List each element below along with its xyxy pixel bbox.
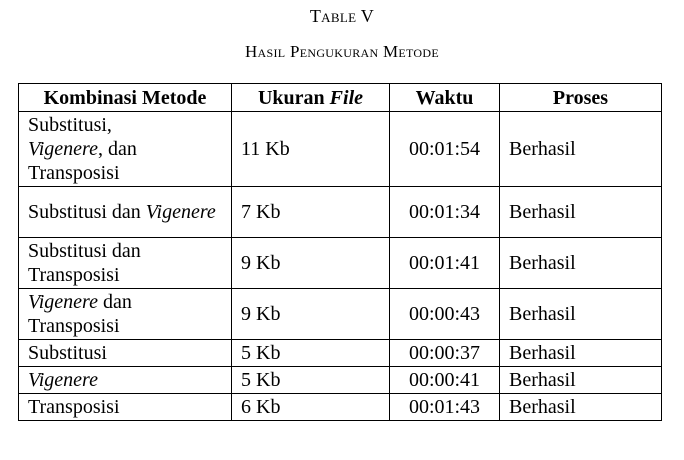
- cell-process: Berhasil: [500, 289, 662, 340]
- cell-method: [19, 367, 232, 394]
- cell-method: [19, 238, 232, 289]
- cell-method: [19, 187, 232, 238]
- method-text: , dan Transposisi: [28, 138, 137, 184]
- cell-method: [19, 112, 232, 187]
- cell-size: 7 Kb: [232, 187, 390, 238]
- cell-process: Berhasil: [500, 394, 662, 421]
- cell-size: 6 Kb: [232, 394, 390, 421]
- cell-time: 00:01:54: [390, 112, 500, 187]
- header-size-italic: File: [329, 86, 364, 109]
- cell-time: 00:00:43: [390, 289, 500, 340]
- table-row: [19, 340, 662, 367]
- method-italic: Vigenere: [28, 138, 98, 160]
- cell-time: 00:01:34: [390, 187, 500, 238]
- results-table: [18, 83, 662, 421]
- cell-process: Berhasil: [500, 112, 662, 187]
- cell-size: 5 Kb: [232, 340, 390, 367]
- cell-process: Berhasil: [500, 187, 662, 238]
- cell-size: 9 Kb: [232, 238, 390, 289]
- method-text: Substitusi dan Transposisi: [28, 240, 141, 286]
- cell-time: 00:01:41: [390, 238, 500, 289]
- cell-process: Berhasil: [500, 238, 662, 289]
- method-text: dan Transposisi: [28, 291, 132, 337]
- cell-method: [19, 340, 232, 367]
- method-italic: Vigenere: [28, 369, 98, 391]
- cell-size: 5 Kb: [232, 367, 390, 394]
- cell-time: 00:01:43: [390, 394, 500, 421]
- header-size: [232, 84, 390, 112]
- header-time: Waktu: [390, 84, 500, 112]
- cell-method: [19, 289, 232, 340]
- cell-time: 00:00:37: [390, 340, 500, 367]
- cell-time: 00:00:41: [390, 367, 500, 394]
- table-row: [19, 187, 662, 238]
- cell-size: 11 Kb: [232, 112, 390, 187]
- cell-size: 9 Kb: [232, 289, 390, 340]
- cell-method: [19, 394, 232, 421]
- method-text: Substitusi dan: [28, 201, 146, 223]
- table-row: [19, 394, 662, 421]
- cell-process: Berhasil: [500, 340, 662, 367]
- header-process: Proses: [500, 84, 662, 112]
- method-text: Substitusi: [28, 342, 107, 364]
- cell-process: Berhasil: [500, 367, 662, 394]
- table-title: Hasil Pengukuran Metode: [244, 42, 439, 61]
- table-label: Table V: [309, 6, 375, 26]
- header-method: Kombinasi Metode: [19, 84, 232, 112]
- method-text: Transposisi: [28, 396, 120, 418]
- header-size-prefix: Ukuran: [257, 86, 330, 109]
- method-italic: Vigenere: [28, 291, 98, 313]
- method-text: Substitusi,: [28, 114, 112, 136]
- table-row: [19, 289, 662, 340]
- header-row: [19, 84, 662, 112]
- table-row: [19, 367, 662, 394]
- method-italic: Vigenere: [145, 201, 216, 223]
- table-row: [19, 112, 662, 187]
- table-row: [19, 238, 662, 289]
